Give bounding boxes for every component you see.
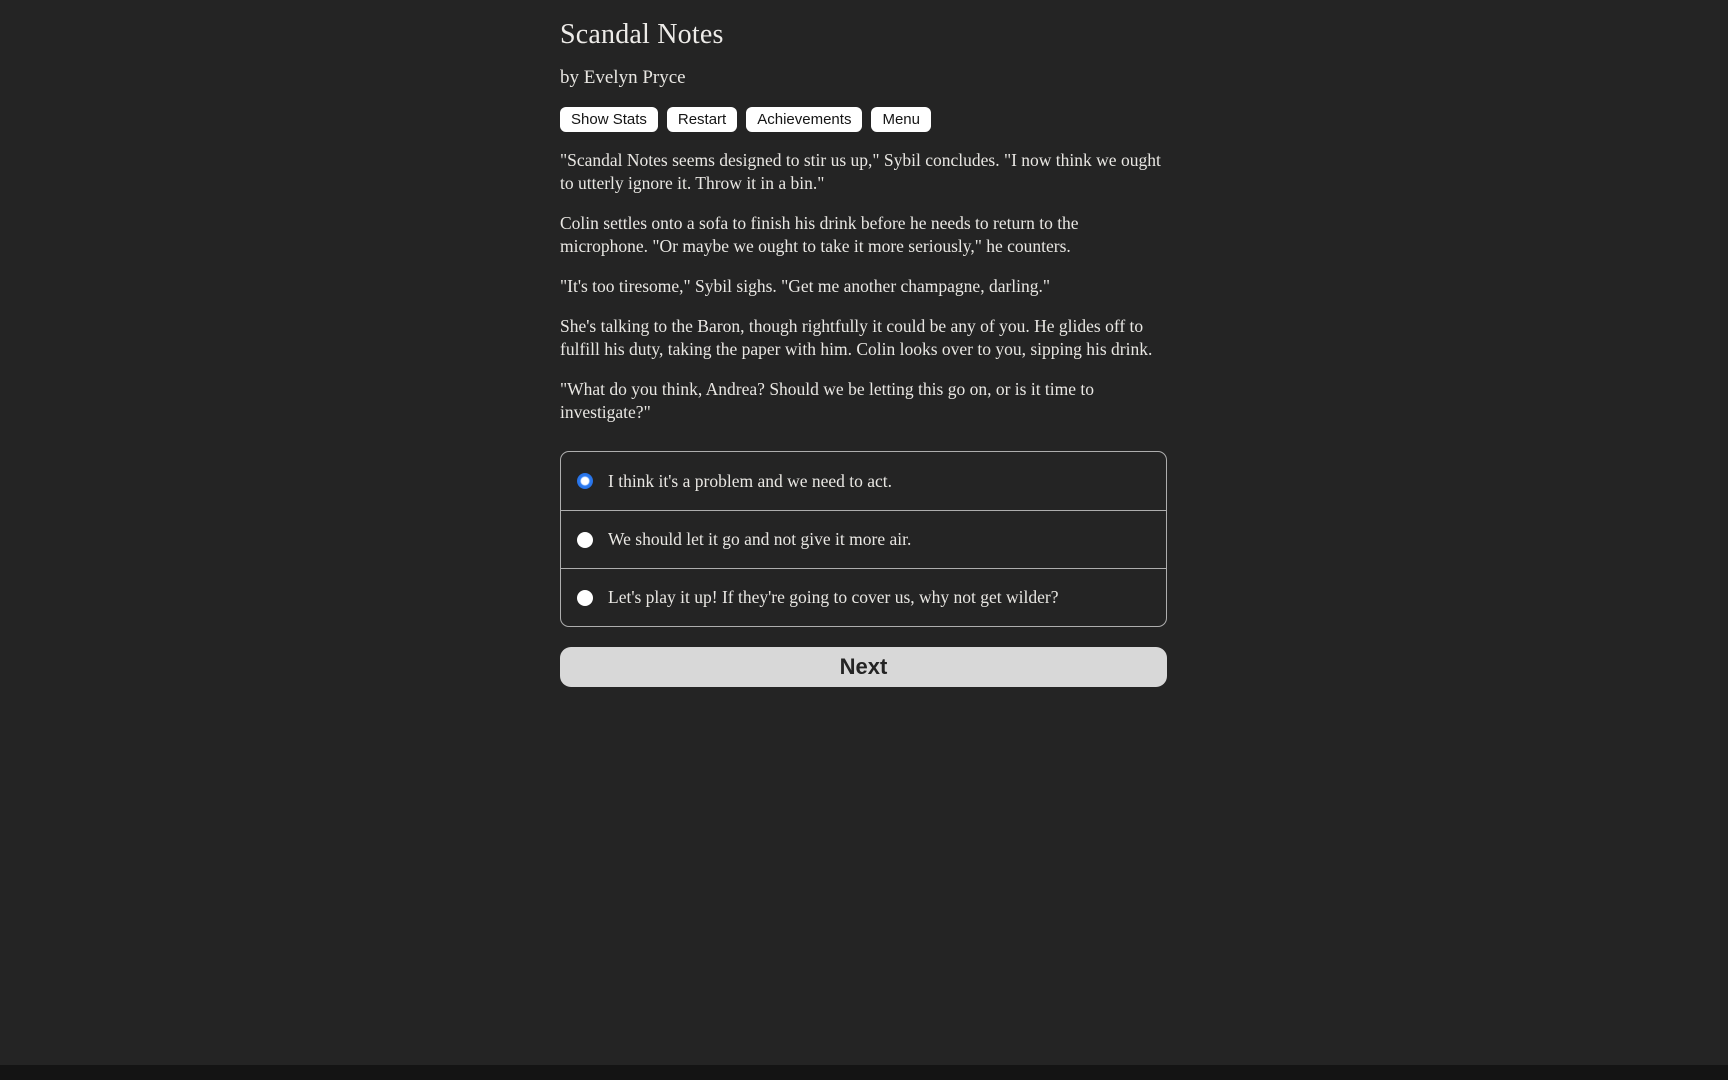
bottom-bar: [0, 1065, 1728, 1080]
restart-button[interactable]: Restart: [667, 107, 737, 132]
choice-option-1[interactable]: [561, 452, 1166, 510]
choice-option-label[interactable]: We should let it go and not give it more air.: [608, 529, 912, 549]
story-text: [560, 149, 1167, 424]
next-button[interactable]: Next: [560, 647, 1167, 687]
radio-button-icon[interactable]: [577, 473, 593, 489]
story-paragraph: She's talking to the Baron, though rightfully it could be any of you. He glides off to fulfill his duty, taking the paper with him. Colin looks over to you, sipping his drink.: [560, 316, 1153, 359]
choice-option-3[interactable]: [561, 568, 1166, 626]
page-title: Scandal Notes: [560, 19, 724, 50]
show-stats-button[interactable]: Show Stats: [560, 107, 658, 132]
story-column: [560, 0, 1167, 687]
story-paragraph: "Scandal Notes seems designed to stir us up," Sybil concludes. "I now think we ought to utterly ignore it. Throw it in a bin.": [560, 150, 1161, 193]
choice-group: [560, 451, 1167, 627]
menu-button[interactable]: Menu: [871, 107, 931, 132]
radio-button-icon[interactable]: [577, 590, 593, 606]
story-paragraph: "It's too tiresome," Sybil sighs. "Get me another champagne, darling.": [560, 276, 1051, 296]
achievements-button[interactable]: Achievements: [746, 107, 862, 132]
choice-option-label[interactable]: Let's play it up! If they're going to cover us, why not get wilder?: [608, 587, 1059, 607]
radio-button-icon[interactable]: [577, 532, 593, 548]
choice-option-label[interactable]: I think it's a problem and we need to act.: [608, 470, 893, 491]
story-paragraph: Colin settles onto a sofa to finish his drink before he needs to return to the microphone. "Or maybe we ought to take it more seriously," he counters.: [560, 213, 1079, 256]
story-paragraph: "What do you think, Andrea? Should we be letting this go on, or is it time to investigate?": [560, 379, 1095, 422]
toolbar: [560, 107, 1167, 132]
author-byline: by Evelyn Pryce: [560, 67, 686, 88]
choice-option-2[interactable]: [561, 510, 1166, 568]
